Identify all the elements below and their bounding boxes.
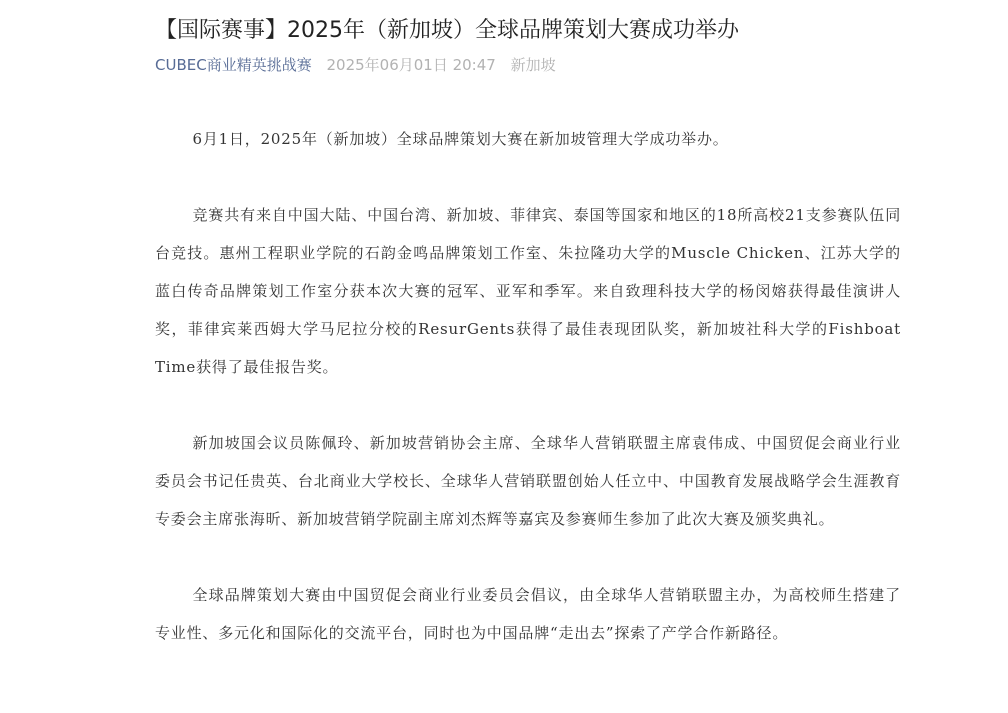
- publish-location: 新加坡: [510, 56, 556, 74]
- paragraph: 全球品牌策划大赛由中国贸促会商业行业委员会倡议，由全球华人营销联盟主办，为高校师生搭建了专业性、多元化和国际化的交流平台，同时也为中国品牌“走出去”探索了产学合作新路径。: [155, 586, 901, 642]
- source-account-link[interactable]: CUBEC商业精英挑战赛: [155, 56, 312, 74]
- paragraph: 6月1日，2025年（新加坡）全球品牌策划大赛在新加坡管理大学成功举办。: [192, 130, 729, 148]
- paragraph: 竞赛共有来自中国大陆、中国台湾、新加坡、菲律宾、泰国等国家和地区的18所高校21支参赛队伍同台竞技。惠州工程职业学院的石韵金鸣品牌策划工作室、朱拉隆功大学的Muscle Chicken、江苏大学的蓝白传奇品牌策划工作室分获本次大赛的冠军、亚军和季军。来自致理科技大学的杨闵嫆获得最佳演讲人奖，菲律宾莱西姆大学马尼拉分校的ResurGents获得了最佳表现团队奖，新加坡社科大学的Fishboat Time获得了最佳报告奖。: [155, 206, 901, 376]
- publish-date: 2025年06月01日 20:47: [326, 56, 496, 74]
- paragraph: 新加坡国会议员陈佩玲、新加坡营销协会主席、全球华人营销联盟主席袁伟成、中国贸促会商业行业委员会书记任贵英、台北商业大学校长、全球华人营销联盟创始人任立中、中国教育发展战略学会生涯教育专委会主席张海昕、新加坡营销学院副主席刘杰辉等嘉宾及参赛师生参加了此次大赛及颁奖典礼。: [155, 434, 901, 528]
- article-title: 【国际赛事】2025年（新加坡）全球品牌策划大赛成功举办: [155, 18, 739, 43]
- article-meta: [155, 52, 915, 78]
- article: [155, 10, 915, 652]
- article-content: [155, 120, 901, 652]
